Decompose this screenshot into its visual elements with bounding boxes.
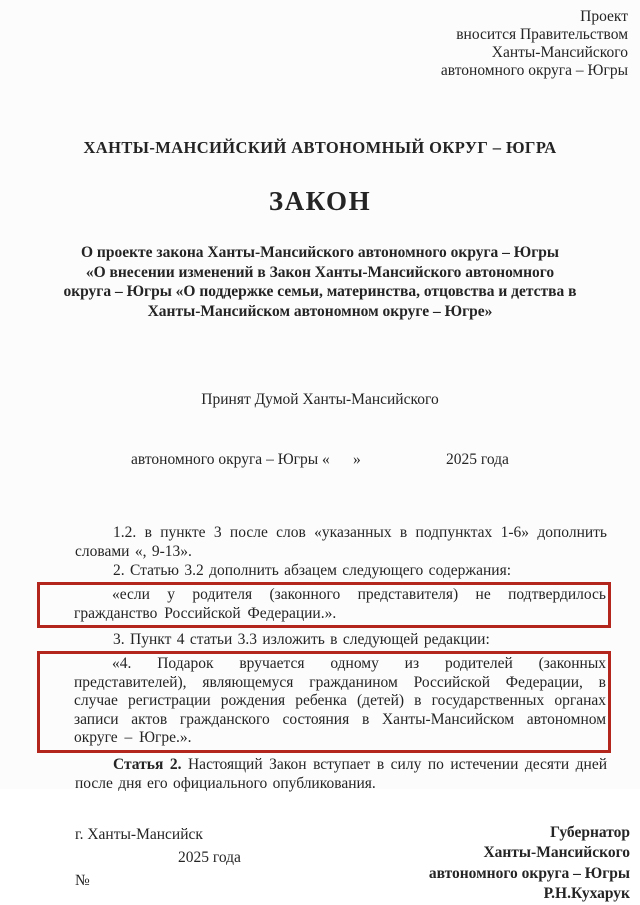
region-title: ХАНТЫ-МАНСИЙСКИЙ АВТОНОМНЫЙ ОКРУГ – ЮГРА <box>83 138 557 157</box>
boxed-amendment-text-1: «если у родителя (законного представителя) не подтвердилось гражданство Российской Федерации.». <box>74 586 606 622</box>
signature-block <box>75 823 630 905</box>
adoption-block <box>0 350 640 510</box>
law-subject-title <box>0 243 640 321</box>
adoption-line: Принят Думой Ханты-Мансийского <box>201 391 439 408</box>
draft-note <box>0 0 640 80</box>
law-subject-line: «О внесении изменений в Закон Ханты-Мансийского автономного <box>85 263 555 281</box>
draft-note-line: автономного округа – Югры <box>440 62 628 79</box>
adoption-line-date: автономного округа – Югры « » 2025 года <box>131 451 509 468</box>
signature-number-sign: № <box>75 871 90 889</box>
signer-line: Губернатор <box>550 823 630 841</box>
signer-line: автономного округа – Югры <box>428 864 630 882</box>
amendment-paragraph-1-2: 1.2. в пункте 3 после слов «указанных в подпунктах 1-6» дополнить словами «, 9-13». <box>75 524 607 560</box>
highlight-box-1 <box>37 582 611 628</box>
article-2-label: Статья 2. <box>113 755 182 773</box>
amendment-paragraph-2: 2. Статью 3.2 дополнить абзацем следующего содержания: <box>113 562 511 579</box>
document-type-title: ЗАКОН <box>268 186 372 216</box>
draft-note-line: Проект <box>580 8 628 25</box>
signer-block <box>429 823 630 905</box>
amendment-paragraph-3: 3. Пункт 4 статьи 3.3 изложить в следующей редакции: <box>113 631 490 648</box>
signer-line: Ханты-Мансийского <box>483 844 630 861</box>
law-subject-line: О проекте закона Ханты-Мансийского автономного округа – Югры <box>80 244 559 261</box>
article-2-paragraph <box>75 755 607 793</box>
law-subject-line: Ханты-Мансийском автономном округе – Югре» <box>147 302 493 320</box>
draft-note-line: вносится Правительством <box>456 26 628 43</box>
draft-note-line: Ханты-Мансийского <box>491 44 628 61</box>
article-2-text: Настоящий Закон вступает в силу по истечении десяти дней после дня его официального опубликования. <box>75 755 607 792</box>
signature-city: г. Ханты-Мансийск <box>75 825 203 843</box>
signature-year: 2025 года <box>178 848 241 866</box>
boxed-amendment-text-2: «4. Подарок вручается одному из родителей (законных представителей), являющемуся гражданином Российской Федерации, в случае регистрации рождения ребенка (детей) в государственных органах записи актов гражданского состояния в Ханты-Мансийском автономном округе – Югре.». <box>74 655 606 746</box>
law-subject-line: округа – Югры «О поддержке семьи, материнства, отцовства и детства в <box>63 283 577 300</box>
signature-place-date <box>75 823 241 892</box>
signer-line: Р.Н.Кухарук <box>543 885 630 902</box>
law-body <box>75 523 607 793</box>
highlight-box-2 <box>37 651 611 753</box>
